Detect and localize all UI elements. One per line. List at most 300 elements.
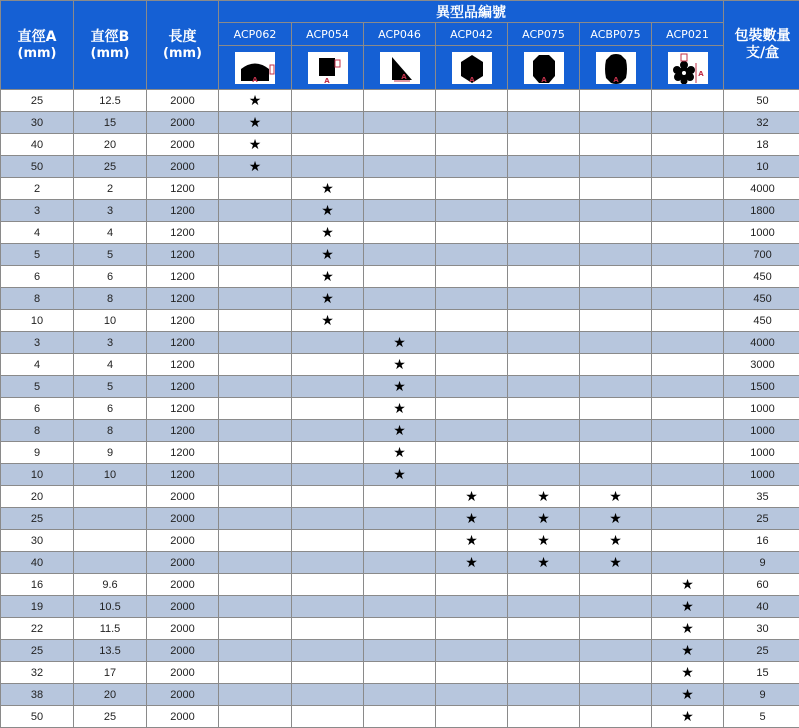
star-icon: ★ <box>537 532 550 548</box>
table-row <box>1 200 799 222</box>
cell-profile-acp046 <box>364 640 436 662</box>
cell-length: 1200 <box>147 310 219 332</box>
star-icon: ★ <box>321 268 334 284</box>
cell-profile-acp062 <box>219 376 292 398</box>
cell-profile-acp046 <box>364 178 436 200</box>
cell-pack-qty: 32 <box>724 112 799 134</box>
table-row <box>1 530 799 552</box>
col-header-diameter-b-unit: (mm) <box>90 46 130 61</box>
cell-diameter-a: 3 <box>1 200 74 222</box>
rounded-octagon-profile-icon <box>596 52 636 84</box>
cell-profile-acp054 <box>292 684 364 706</box>
cell-pack-qty: 4000 <box>724 178 799 200</box>
cell-pack-qty: 9 <box>724 552 799 574</box>
cell-profile-acbp075 <box>580 90 652 112</box>
table-row <box>1 266 799 288</box>
cell-pack-qty: 450 <box>724 310 799 332</box>
cell-diameter-b: 25 <box>74 706 147 728</box>
cell-profile-acp075 <box>508 574 580 596</box>
cell-pack-qty: 30 <box>724 618 799 640</box>
cell-diameter-b: 8 <box>74 420 147 442</box>
cell-profile-acp075 <box>508 376 580 398</box>
cell-profile-acp075 <box>508 200 580 222</box>
svg-text:A: A <box>323 76 330 84</box>
cell-profile-acp062 <box>219 662 292 684</box>
cell-profile-acbp075 <box>580 706 652 728</box>
cell-profile-acp075 <box>508 134 580 156</box>
cell-profile-acp054 <box>292 266 364 288</box>
cell-profile-acp062 <box>219 552 292 574</box>
cell-profile-acp054 <box>292 288 364 310</box>
cell-pack-qty: 1500 <box>724 376 799 398</box>
cell-profile-acp075 <box>508 552 580 574</box>
cell-profile-acbp075 <box>580 244 652 266</box>
cell-profile-acp021 <box>652 618 724 640</box>
cell-profile-acp054 <box>292 354 364 376</box>
table-row <box>1 442 799 464</box>
cell-profile-acp021 <box>652 310 724 332</box>
cell-profile-acp046 <box>364 112 436 134</box>
cell-profile-acp021 <box>652 222 724 244</box>
cell-diameter-a: 40 <box>1 552 74 574</box>
cell-profile-acp021 <box>652 134 724 156</box>
cell-length: 2000 <box>147 508 219 530</box>
cell-profile-acp062 <box>219 178 292 200</box>
cell-pack-qty: 1000 <box>724 398 799 420</box>
cell-profile-acp062 <box>219 200 292 222</box>
cell-profile-acbp075 <box>580 486 652 508</box>
cell-profile-acp054 <box>292 90 364 112</box>
cell-pack-qty: 9 <box>724 684 799 706</box>
cell-diameter-a: 50 <box>1 706 74 728</box>
table-row <box>1 574 799 596</box>
cell-profile-acp021 <box>652 596 724 618</box>
table-body <box>1 90 799 728</box>
table-row <box>1 376 799 398</box>
cell-profile-acp062 <box>219 640 292 662</box>
cell-profile-acp075 <box>508 332 580 354</box>
cell-length: 2000 <box>147 596 219 618</box>
cell-length: 2000 <box>147 574 219 596</box>
cell-profile-acp042 <box>436 222 508 244</box>
star-icon: ★ <box>537 510 550 526</box>
cell-profile-acp042 <box>436 266 508 288</box>
star-icon: ★ <box>609 532 622 548</box>
cell-pack-qty: 4000 <box>724 332 799 354</box>
star-icon: ★ <box>393 334 406 350</box>
cell-profile-acp042 <box>436 134 508 156</box>
cell-profile-acp075 <box>508 640 580 662</box>
cell-profile-acp046 <box>364 508 436 530</box>
cell-length: 1200 <box>147 354 219 376</box>
cell-profile-acbp075 <box>580 134 652 156</box>
col-header-code-acp042: ACP042 <box>436 23 508 46</box>
cell-profile-acp046 <box>364 134 436 156</box>
cell-profile-acp042 <box>436 618 508 640</box>
cell-pack-qty: 10 <box>724 156 799 178</box>
col-header-code-acp046: ACP046 <box>364 23 436 46</box>
cell-profile-acp046 <box>364 200 436 222</box>
cell-profile-acbp075 <box>580 310 652 332</box>
cell-profile-acp021 <box>652 530 724 552</box>
cell-length: 2000 <box>147 156 219 178</box>
table-row <box>1 112 799 134</box>
cell-diameter-a: 38 <box>1 684 74 706</box>
cell-profile-acp046 <box>364 310 436 332</box>
cell-profile-acbp075 <box>580 112 652 134</box>
cell-profile-acp054 <box>292 662 364 684</box>
cell-profile-acp062 <box>219 530 292 552</box>
table-row <box>1 684 799 706</box>
cell-profile-acbp075 <box>580 684 652 706</box>
cell-profile-acp021 <box>652 552 724 574</box>
star-icon: ★ <box>465 532 478 548</box>
table-row <box>1 508 799 530</box>
cell-profile-acbp075 <box>580 442 652 464</box>
cell-diameter-b: 6 <box>74 266 147 288</box>
cell-diameter-b: 3 <box>74 200 147 222</box>
cell-profile-acbp075 <box>580 618 652 640</box>
cell-profile-acp054 <box>292 332 364 354</box>
cell-pack-qty: 40 <box>724 596 799 618</box>
cell-diameter-a: 20 <box>1 486 74 508</box>
cell-pack-qty: 35 <box>724 486 799 508</box>
cell-profile-acp054 <box>292 398 364 420</box>
cell-profile-acp046 <box>364 596 436 618</box>
cell-profile-acp021 <box>652 200 724 222</box>
cell-profile-acp042 <box>436 684 508 706</box>
cell-profile-acp042 <box>436 200 508 222</box>
table-row <box>1 618 799 640</box>
cell-profile-acp062 <box>219 90 292 112</box>
cell-profile-acp075 <box>508 508 580 530</box>
cell-diameter-b: 13.5 <box>74 640 147 662</box>
cell-profile-acp075 <box>508 112 580 134</box>
star-icon: ★ <box>321 312 334 328</box>
cell-pack-qty: 5 <box>724 706 799 728</box>
cell-profile-acp042 <box>436 640 508 662</box>
cell-profile-acp075 <box>508 178 580 200</box>
cell-profile-acp046 <box>364 354 436 376</box>
cell-pack-qty: 25 <box>724 640 799 662</box>
cell-diameter-a: 40 <box>1 134 74 156</box>
cell-profile-acp062 <box>219 134 292 156</box>
cell-length: 2000 <box>147 90 219 112</box>
cell-profile-acp046 <box>364 618 436 640</box>
star-icon: ★ <box>681 598 694 614</box>
cell-length: 1200 <box>147 442 219 464</box>
cell-profile-acp042 <box>436 662 508 684</box>
cell-length: 1200 <box>147 464 219 486</box>
cell-diameter-a: 4 <box>1 354 74 376</box>
cell-length: 2000 <box>147 662 219 684</box>
star-icon: ★ <box>248 92 262 108</box>
star-icon: ★ <box>393 356 406 372</box>
cell-profile-acp054 <box>292 640 364 662</box>
octagon-profile-icon <box>524 52 564 84</box>
cell-diameter-a: 50 <box>1 156 74 178</box>
cell-profile-acp054 <box>292 178 364 200</box>
table-row <box>1 178 799 200</box>
cell-profile-acp046 <box>364 398 436 420</box>
cell-pack-qty: 450 <box>724 288 799 310</box>
cell-profile-acp021 <box>652 354 724 376</box>
cell-pack-qty: 1000 <box>724 442 799 464</box>
cell-profile-acp046 <box>364 662 436 684</box>
col-header-pack-qty-unit: 支/盒 <box>745 45 780 61</box>
cell-profile-acp042 <box>436 178 508 200</box>
cell-profile-acbp075 <box>580 288 652 310</box>
cell-profile-acp042 <box>436 398 508 420</box>
svg-text:A: A <box>540 75 547 84</box>
star-icon: ★ <box>321 246 334 262</box>
svg-text:A: A <box>400 72 407 81</box>
cell-length: 2000 <box>147 134 219 156</box>
cell-diameter-a: 25 <box>1 90 74 112</box>
table-row <box>1 90 799 112</box>
col-header-icon-cell <box>436 46 508 90</box>
table-row <box>1 156 799 178</box>
cell-profile-acp062 <box>219 354 292 376</box>
table-row <box>1 420 799 442</box>
table-row <box>1 222 799 244</box>
cell-profile-acp075 <box>508 156 580 178</box>
cell-profile-acp042 <box>436 332 508 354</box>
cell-profile-acp042 <box>436 420 508 442</box>
cell-profile-acp042 <box>436 508 508 530</box>
star-icon: ★ <box>321 202 334 218</box>
cell-profile-acp075 <box>508 244 580 266</box>
cell-profile-acp075 <box>508 442 580 464</box>
star-icon: ★ <box>393 378 406 394</box>
cell-profile-acp075 <box>508 222 580 244</box>
star-icon: ★ <box>537 488 550 504</box>
cell-diameter-b: 3 <box>74 332 147 354</box>
cell-profile-acp021 <box>652 266 724 288</box>
cell-diameter-a: 30 <box>1 112 74 134</box>
cell-profile-acp062 <box>219 420 292 442</box>
star-icon: ★ <box>393 400 406 416</box>
star-icon: ★ <box>609 488 622 504</box>
star-icon: ★ <box>321 180 334 196</box>
cell-diameter-a: 2 <box>1 178 74 200</box>
cell-profile-acp075 <box>508 706 580 728</box>
cell-length: 1200 <box>147 288 219 310</box>
cell-profile-acp054 <box>292 134 364 156</box>
cell-profile-acp042 <box>436 288 508 310</box>
cell-diameter-a: 9 <box>1 442 74 464</box>
cell-profile-acbp075 <box>580 640 652 662</box>
cell-profile-acp062 <box>219 288 292 310</box>
cell-profile-acbp075 <box>580 398 652 420</box>
cell-profile-acp054 <box>292 618 364 640</box>
cell-profile-acbp075 <box>580 200 652 222</box>
cell-pack-qty: 3000 <box>724 354 799 376</box>
cell-diameter-b: 10.5 <box>74 596 147 618</box>
cell-profile-acp021 <box>652 442 724 464</box>
cell-diameter-a: 3 <box>1 332 74 354</box>
cell-profile-acp021 <box>652 486 724 508</box>
col-header-code-acp021: ACP021 <box>652 23 724 46</box>
cell-profile-acp046 <box>364 464 436 486</box>
cell-pack-qty: 450 <box>724 266 799 288</box>
table-row <box>1 486 799 508</box>
cell-profile-acp062 <box>219 112 292 134</box>
cell-profile-acp046 <box>364 684 436 706</box>
cell-profile-acp042 <box>436 574 508 596</box>
cell-profile-acp054 <box>292 464 364 486</box>
cell-diameter-b: 10 <box>74 310 147 332</box>
cell-diameter-a: 6 <box>1 266 74 288</box>
flower-profile-icon <box>668 52 708 84</box>
cell-profile-acp046 <box>364 376 436 398</box>
cell-diameter-b <box>74 508 147 530</box>
cell-profile-acp075 <box>508 464 580 486</box>
cell-diameter-b: 25 <box>74 156 147 178</box>
cell-profile-acp054 <box>292 156 364 178</box>
cell-profile-acbp075 <box>580 574 652 596</box>
cell-profile-acp062 <box>219 310 292 332</box>
cell-pack-qty: 50 <box>724 90 799 112</box>
cell-profile-acp046 <box>364 332 436 354</box>
triangle-profile-icon <box>380 52 420 84</box>
col-header-diameter-b <box>74 1 147 90</box>
cell-profile-acbp075 <box>580 552 652 574</box>
cell-length: 1200 <box>147 200 219 222</box>
cell-profile-acp021 <box>652 398 724 420</box>
cell-profile-acp062 <box>219 464 292 486</box>
cell-diameter-a: 32 <box>1 662 74 684</box>
star-icon: ★ <box>537 554 550 570</box>
cell-diameter-a: 19 <box>1 596 74 618</box>
cell-profile-acp042 <box>436 706 508 728</box>
cell-profile-acp042 <box>436 156 508 178</box>
col-header-icon-cell <box>292 46 364 90</box>
cell-diameter-b: 9 <box>74 442 147 464</box>
cell-profile-acp062 <box>219 398 292 420</box>
cell-profile-acp075 <box>508 486 580 508</box>
cell-profile-acp054 <box>292 530 364 552</box>
star-icon: ★ <box>248 158 262 174</box>
col-header-profile-group: 異型品編號 <box>219 1 724 23</box>
star-icon: ★ <box>321 290 334 306</box>
cell-profile-acp075 <box>508 310 580 332</box>
cell-profile-acbp075 <box>580 332 652 354</box>
cell-profile-acbp075 <box>580 266 652 288</box>
cell-profile-acbp075 <box>580 530 652 552</box>
cell-profile-acp046 <box>364 706 436 728</box>
cell-diameter-b: 11.5 <box>74 618 147 640</box>
star-icon: ★ <box>465 510 478 526</box>
star-icon: ★ <box>609 554 622 570</box>
cell-profile-acp046 <box>364 288 436 310</box>
cell-profile-acp054 <box>292 222 364 244</box>
cell-profile-acp042 <box>436 596 508 618</box>
cell-pack-qty: 1000 <box>724 222 799 244</box>
cell-profile-acbp075 <box>580 662 652 684</box>
cell-profile-acp042 <box>436 530 508 552</box>
table-header <box>1 1 799 90</box>
cell-profile-acp075 <box>508 288 580 310</box>
cell-profile-acp075 <box>508 618 580 640</box>
cell-pack-qty: 1800 <box>724 200 799 222</box>
cell-diameter-a: 8 <box>1 420 74 442</box>
star-icon: ★ <box>609 510 622 526</box>
cell-profile-acp075 <box>508 596 580 618</box>
svg-text:A: A <box>612 75 619 84</box>
cell-profile-acp054 <box>292 376 364 398</box>
cell-diameter-b: 10 <box>74 464 147 486</box>
col-header-code-acp075: ACP075 <box>508 23 580 46</box>
cell-profile-acbp075 <box>580 508 652 530</box>
cell-profile-acp054 <box>292 706 364 728</box>
star-icon: ★ <box>393 466 406 482</box>
cell-diameter-b: 20 <box>74 684 147 706</box>
col-header-diameter-a-label: 直徑A <box>17 29 57 45</box>
cell-pack-qty: 1000 <box>724 420 799 442</box>
cell-length: 2000 <box>147 552 219 574</box>
cell-length: 2000 <box>147 640 219 662</box>
cell-profile-acp062 <box>219 442 292 464</box>
cell-diameter-a: 5 <box>1 244 74 266</box>
cell-profile-acbp075 <box>580 354 652 376</box>
cell-pack-qty: 700 <box>724 244 799 266</box>
table-row <box>1 134 799 156</box>
cell-profile-acp054 <box>292 508 364 530</box>
cell-profile-acp042 <box>436 376 508 398</box>
star-icon: ★ <box>681 664 694 680</box>
cell-length: 2000 <box>147 618 219 640</box>
table-row <box>1 244 799 266</box>
cell-profile-acp054 <box>292 200 364 222</box>
cell-profile-acp042 <box>436 442 508 464</box>
col-header-icon-cell <box>219 46 292 90</box>
cell-pack-qty: 18 <box>724 134 799 156</box>
cell-diameter-a: 25 <box>1 640 74 662</box>
cell-profile-acp062 <box>219 244 292 266</box>
cell-profile-acp075 <box>508 420 580 442</box>
svg-text:A: A <box>252 75 258 84</box>
cell-diameter-a: 8 <box>1 288 74 310</box>
cell-profile-acp021 <box>652 156 724 178</box>
star-icon: ★ <box>681 620 694 636</box>
cell-profile-acp054 <box>292 574 364 596</box>
cell-profile-acp075 <box>508 354 580 376</box>
cell-length: 2000 <box>147 486 219 508</box>
cell-diameter-b: 4 <box>74 222 147 244</box>
table-row <box>1 288 799 310</box>
cell-length: 2000 <box>147 706 219 728</box>
cell-profile-acp021 <box>652 662 724 684</box>
cell-profile-acp021 <box>652 420 724 442</box>
cell-profile-acp075 <box>508 90 580 112</box>
cell-profile-acp062 <box>219 508 292 530</box>
cell-profile-acp021 <box>652 112 724 134</box>
cell-length: 1200 <box>147 332 219 354</box>
cell-profile-acp042 <box>436 112 508 134</box>
table-row <box>1 706 799 728</box>
cell-profile-acp054 <box>292 596 364 618</box>
cell-length: 1200 <box>147 244 219 266</box>
cell-profile-acp054 <box>292 552 364 574</box>
cell-diameter-a: 25 <box>1 508 74 530</box>
col-header-pack-qty-label: 包裝數量 <box>734 28 791 44</box>
col-header-icon-cell <box>508 46 580 90</box>
cell-diameter-b: 4 <box>74 354 147 376</box>
cell-profile-acp021 <box>652 640 724 662</box>
cell-profile-acp062 <box>219 574 292 596</box>
col-header-length-unit: (mm) <box>163 46 202 61</box>
